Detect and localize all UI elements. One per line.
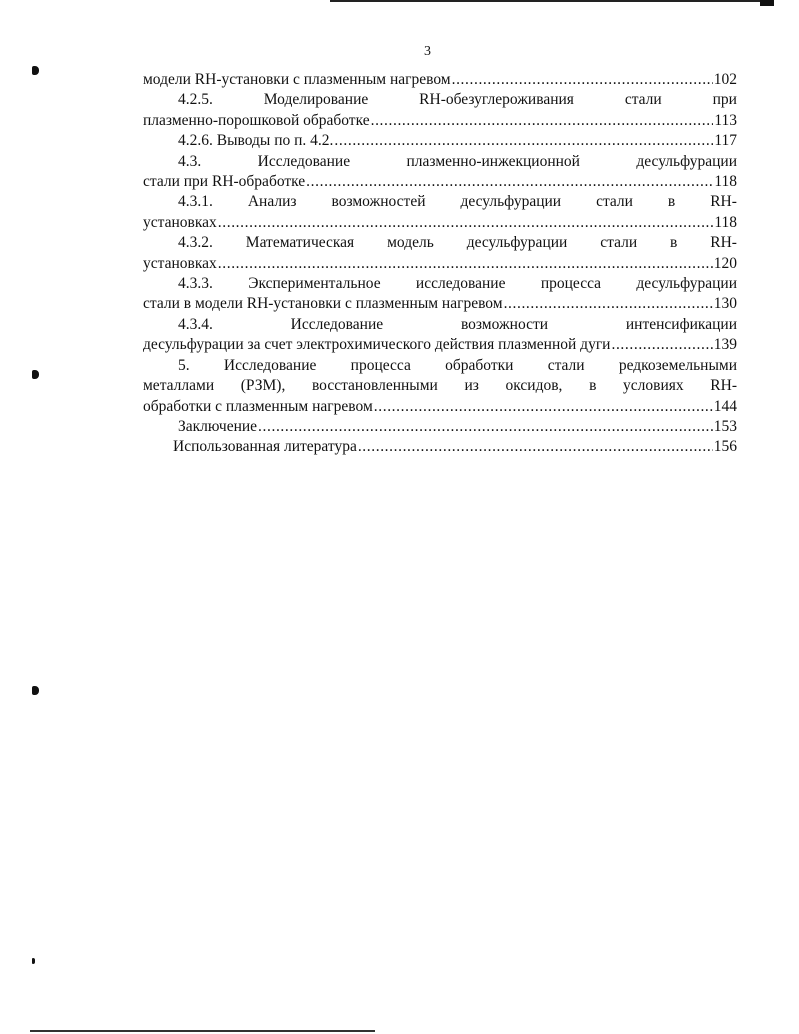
toc-entry [143, 315, 737, 356]
toc-entry-title: обработки с плазменным нагревом [143, 397, 373, 415]
dot-leader [611, 335, 712, 355]
punch-hole-mark [32, 958, 35, 964]
toc-word: при [712, 91, 737, 109]
toc-entry [143, 192, 737, 233]
toc-entry-line [143, 192, 737, 212]
toc-word: RH- [710, 193, 737, 211]
toc-word: в [589, 377, 597, 395]
toc-word: из [464, 377, 479, 395]
dot-leader [334, 131, 713, 151]
punch-hole-mark [32, 66, 39, 75]
toc-entry [143, 70, 737, 90]
toc-page-number: 144 [713, 397, 737, 415]
toc-word: Моделирование [263, 91, 369, 109]
toc-leader-line [143, 172, 737, 192]
table-of-contents [143, 70, 737, 458]
toc-entry [143, 131, 737, 151]
toc-word: RH-обезуглероживания [419, 91, 574, 109]
toc-word: оксидов, [505, 377, 563, 395]
toc-leader-line [143, 335, 737, 355]
toc-leader-line [143, 417, 737, 437]
toc-word: процесса [540, 275, 602, 293]
toc-word: RH- [710, 377, 737, 395]
toc-word: восстановленными [311, 377, 438, 395]
toc-entry-line [143, 152, 737, 172]
toc-word: интенсификации [625, 315, 737, 333]
toc-entry [143, 90, 737, 131]
toc-entry-title: установках [143, 254, 217, 272]
toc-word: стали [600, 234, 638, 252]
scan-edge-bottom [30, 1030, 375, 1032]
toc-word: Исследование [257, 152, 351, 170]
toc-entry-title: Заключение [178, 417, 258, 435]
toc-page-number: 117 [714, 132, 737, 150]
toc-entry-title: Использованная литература [173, 438, 357, 456]
toc-leader-line [143, 111, 737, 131]
toc-page-number: 118 [714, 173, 737, 191]
toc-word: возможностей [331, 193, 426, 211]
toc-word: 5. [178, 356, 190, 374]
toc-page-number: 102 [713, 71, 737, 88]
toc-page-number: 113 [714, 111, 737, 129]
dot-leader [358, 437, 713, 457]
toc-entry-title: стали в модели RH-установки с плазменным нагревом [143, 295, 503, 313]
punch-hole-mark [32, 370, 39, 379]
toc-page-number: 130 [713, 295, 737, 313]
toc-entry [143, 356, 737, 417]
toc-leader-line [143, 131, 737, 151]
toc-word: стали [547, 356, 585, 374]
toc-word: Исследование [290, 315, 384, 333]
toc-page-number: 156 [713, 438, 737, 456]
toc-leader-line [143, 70, 737, 90]
toc-word: обработки [445, 356, 514, 374]
dot-leader [504, 294, 713, 314]
toc-word: (РЗМ), [240, 377, 286, 395]
toc-entry [143, 233, 737, 274]
toc-entry-title: стали при RH-обработке [143, 173, 306, 191]
toc-page-number: 153 [713, 417, 737, 435]
toc-leader-line [143, 437, 737, 457]
toc-entry-title: плазменно-порошковой обработке [143, 111, 370, 129]
toc-entry [143, 274, 737, 315]
toc-word: 4.3.3. [178, 275, 213, 293]
toc-page-number: 120 [713, 254, 737, 272]
toc-entry-title: десульфурации за счет электрохимического действия плазменной дуги [143, 336, 611, 354]
toc-word: десульфурации [460, 193, 562, 211]
toc-entry-title: 4.2.6. Выводы по п. 4.2. [178, 132, 334, 150]
toc-word: RH- [710, 234, 737, 252]
dot-leader [218, 213, 714, 233]
scan-edge-top [330, 0, 770, 2]
toc-entry-line [143, 90, 737, 110]
toc-word: модель [387, 234, 434, 252]
toc-word: процесса [350, 356, 411, 374]
punch-hole-mark [32, 686, 39, 695]
toc-word: десульфурации [636, 152, 737, 170]
page-number: 3 [424, 44, 431, 59]
toc-word: Исследование [223, 356, 317, 374]
toc-word: плазменно-инжекционной [406, 152, 580, 170]
toc-entry-title: установках [143, 213, 217, 231]
toc-word: стали [624, 91, 662, 109]
dot-leader [452, 70, 713, 90]
scan-edge-top-corner [760, 0, 774, 6]
toc-word: исследование [415, 275, 506, 293]
toc-word: 4.3.2. [178, 234, 213, 252]
toc-page-number: 118 [714, 213, 737, 231]
dot-leader [218, 254, 713, 274]
toc-word: металлами [143, 377, 215, 395]
toc-word: Экспериментальное [248, 275, 381, 293]
toc-word: условиях [623, 377, 684, 395]
toc-word: возможности [460, 315, 549, 333]
toc-word: десульфурации [466, 234, 568, 252]
toc-word: Анализ [247, 193, 297, 211]
toc-entry [143, 152, 737, 193]
toc-entry-line [143, 274, 737, 294]
toc-page-number: 139 [713, 336, 737, 354]
toc-word: 4.3.4. [178, 315, 213, 333]
toc-leader-line [143, 213, 737, 233]
toc-word: редкоземельными [618, 356, 737, 374]
toc-word: 4.3. [178, 152, 202, 170]
dot-leader [258, 417, 713, 437]
toc-entry [143, 437, 737, 457]
toc-leader-line [143, 254, 737, 274]
dot-leader [371, 111, 714, 131]
toc-entry [143, 417, 737, 437]
toc-word: 4.3.1. [178, 193, 213, 211]
toc-entry-line [143, 376, 737, 396]
toc-entry-line [143, 233, 737, 253]
toc-leader-line [143, 397, 737, 417]
toc-word: десульфурации [636, 275, 737, 293]
toc-word: 4.2.5. [178, 91, 213, 109]
toc-entry-title: модели RH-установки с плазменным нагревом [143, 71, 451, 88]
toc-word: Математическая [245, 234, 355, 252]
dot-leader [374, 397, 713, 417]
toc-entry-line [143, 356, 737, 376]
toc-word: в [670, 234, 678, 252]
toc-word: стали [596, 193, 633, 211]
toc-word: в [667, 193, 676, 211]
dot-leader [306, 172, 713, 192]
toc-leader-line [143, 294, 737, 314]
toc-entry-line [143, 315, 737, 335]
